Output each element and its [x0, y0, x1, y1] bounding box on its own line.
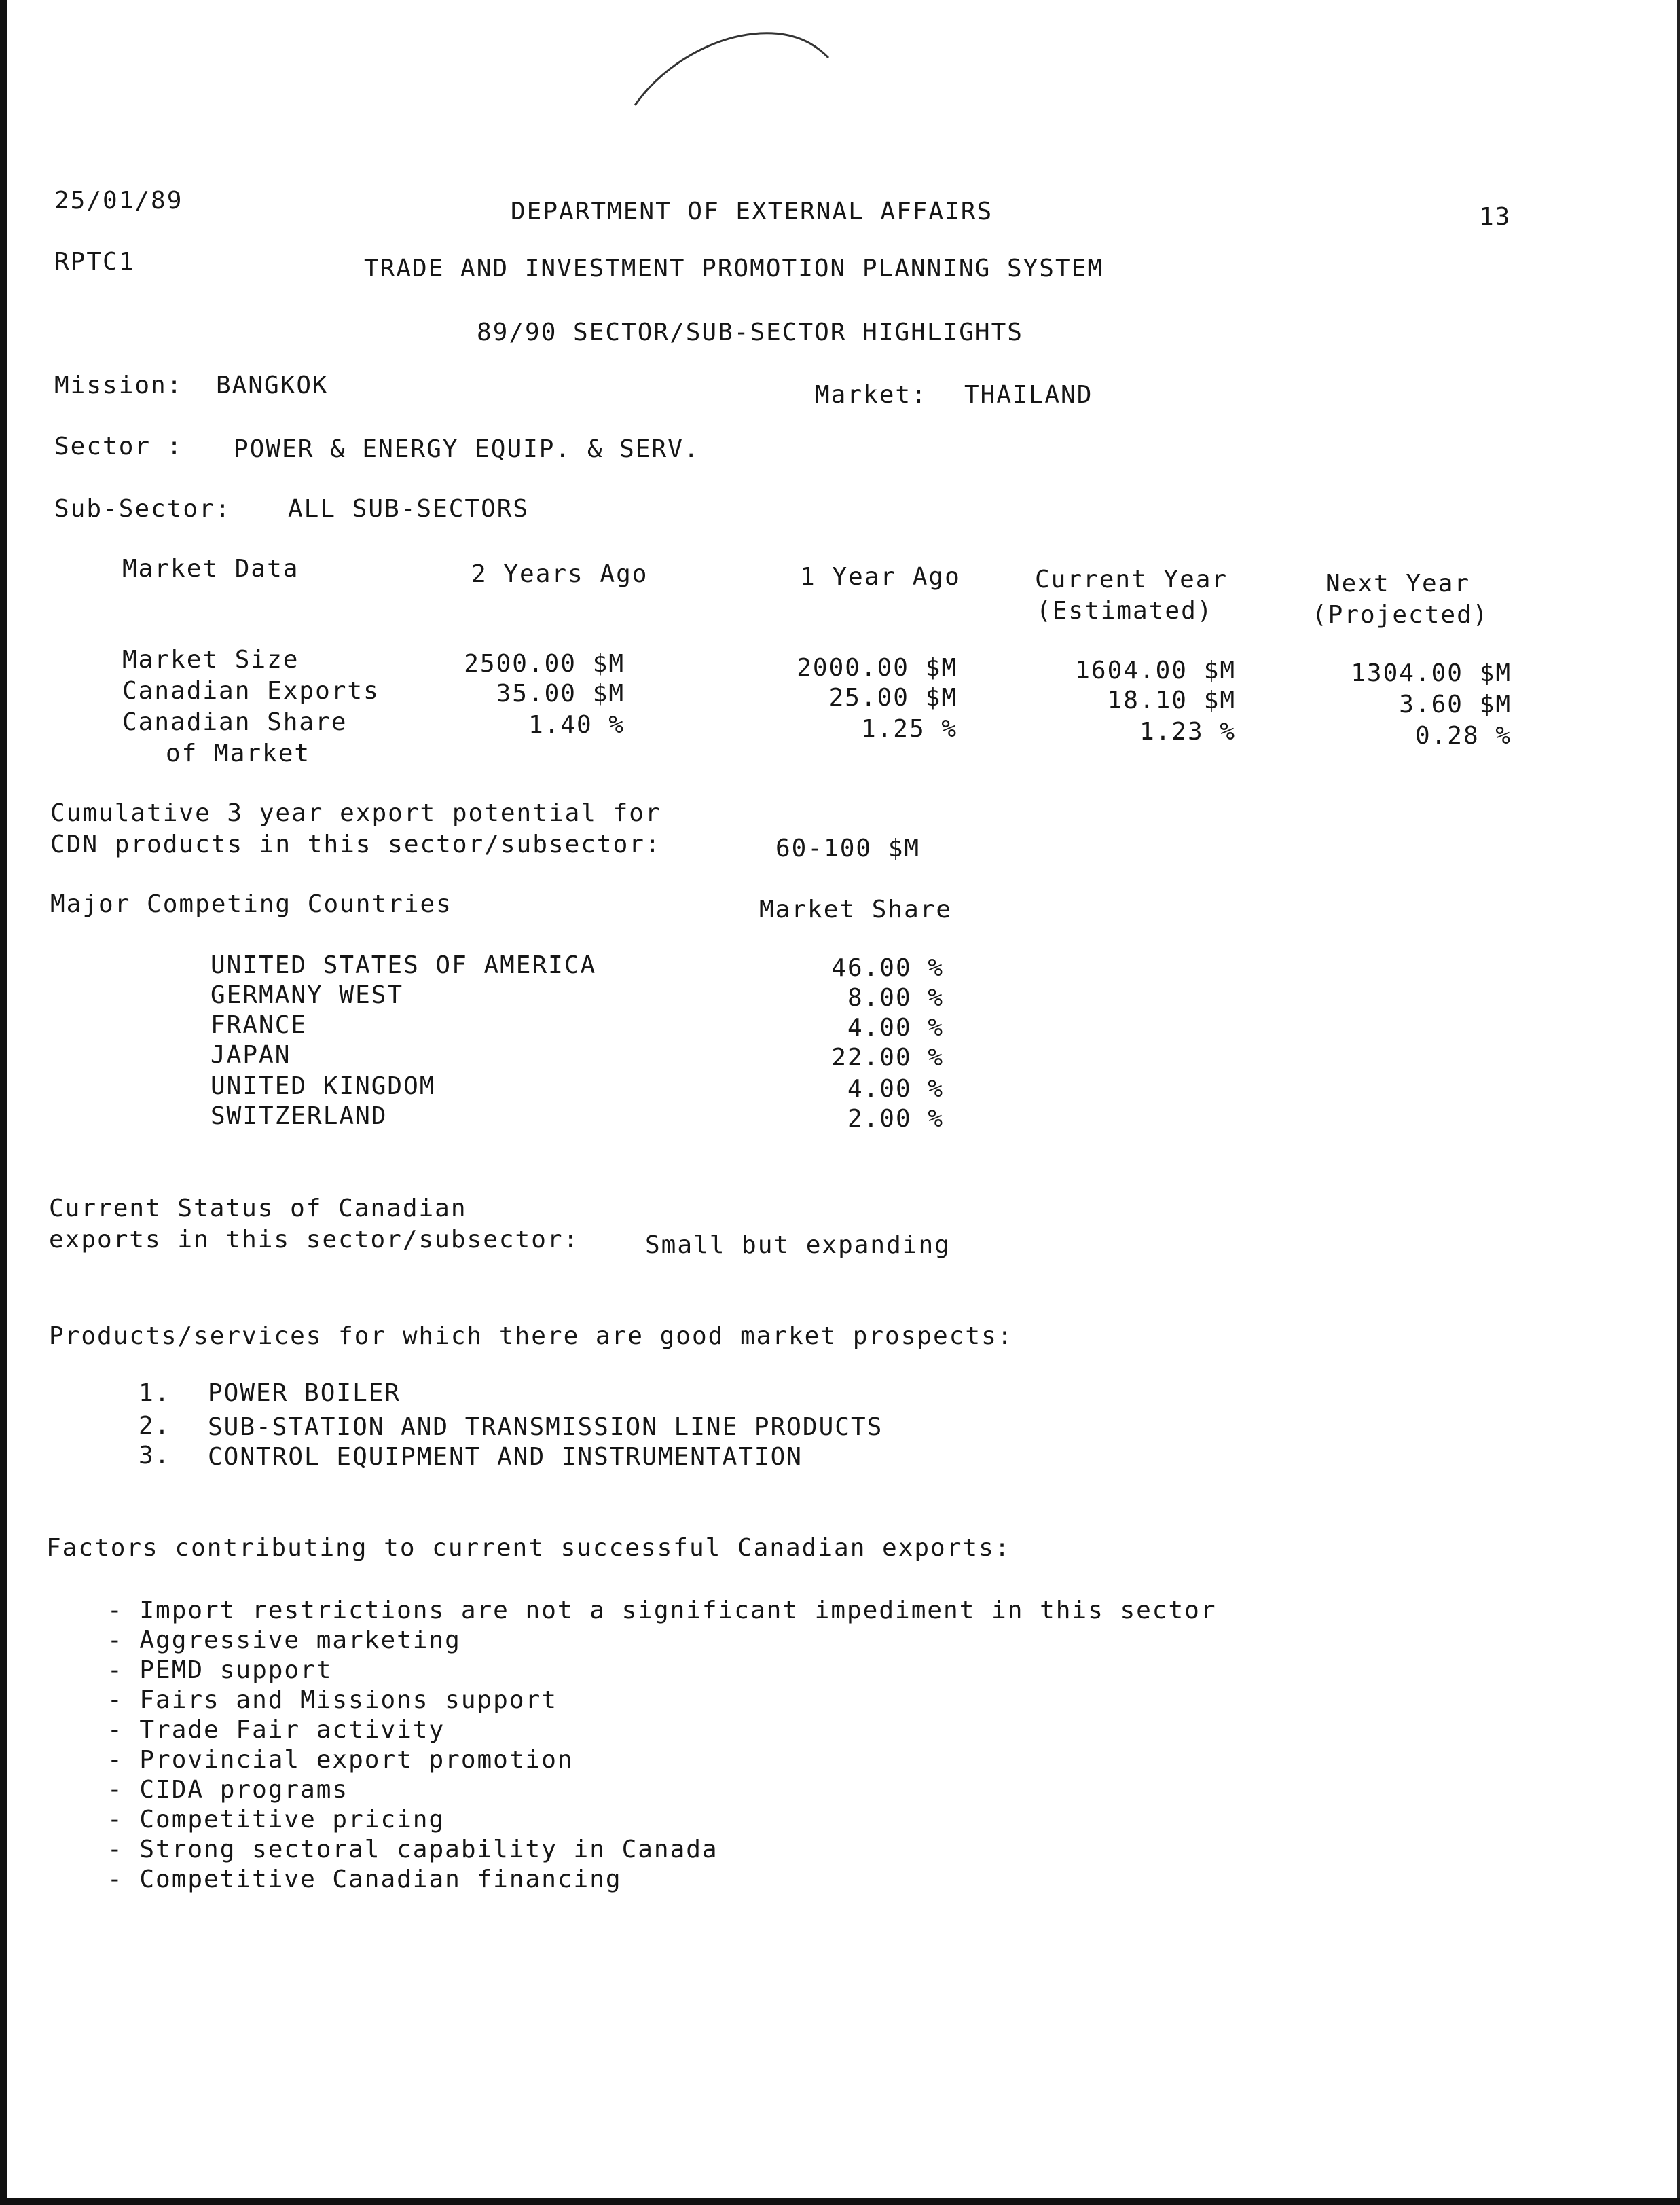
- scan-border-bottom: [0, 2198, 1680, 2205]
- competitor-country: SWITZERLAND: [211, 1102, 388, 1130]
- report-subtitle: 89/90 SECTOR/SUB-SECTOR HIGHLIGHTS: [477, 318, 1023, 346]
- product-text: POWER BOILER: [208, 1379, 401, 1407]
- market-label: Market:: [815, 381, 928, 409]
- pen-mark: [625, 20, 842, 115]
- cell-market-size-next: 1304.00 $M: [1351, 659, 1512, 687]
- cell-share-1y: 1.25 %: [860, 715, 957, 743]
- subsector-value: ALL SUB-SECTORS: [288, 495, 530, 523]
- product-number: 3.: [139, 1442, 171, 1470]
- potential-value: 60-100 $M: [775, 835, 921, 862]
- col-next-year-projected: (Projected): [1312, 601, 1489, 629]
- factor-item: - Competitive pricing: [107, 1806, 445, 1834]
- factor-item: - Aggressive marketing: [107, 1626, 461, 1654]
- col-next-year: Next Year: [1326, 570, 1471, 598]
- cell-exports-current: 18.10 $M: [1107, 687, 1236, 714]
- competitor-share: 2.00 %: [847, 1105, 944, 1133]
- product-number: 2.: [139, 1412, 171, 1440]
- factor-item: - Fairs and Missions support: [107, 1686, 558, 1714]
- factor-item: - Provincial export promotion: [107, 1746, 574, 1774]
- scan-border-right: [1677, 0, 1680, 2205]
- competitor-share: 4.00 %: [847, 1075, 944, 1103]
- report-date: 25/01/89: [54, 187, 183, 215]
- factor-item: - Trade Fair activity: [107, 1716, 445, 1744]
- scan-border-left: [0, 0, 7, 2205]
- col-1-year-ago: 1 Year Ago: [800, 563, 961, 591]
- sector-value: POWER & ENERGY EQUIP. & SERV.: [234, 435, 700, 463]
- mission-label: Mission:: [54, 371, 183, 399]
- competitor-share: 8.00 %: [847, 984, 944, 1012]
- row-label-of-market: of Market: [166, 740, 311, 767]
- mission-value: BANGKOK: [216, 371, 329, 399]
- col-market-data: Market Data: [122, 555, 299, 583]
- cell-market-size-1y: 2000.00 $M: [797, 654, 957, 682]
- cell-share-next: 0.28 %: [1414, 722, 1512, 750]
- cell-share-2y: 1.40 %: [528, 711, 625, 739]
- competitor-share: 46.00 %: [831, 954, 944, 982]
- factor-item: - Competitive Canadian financing: [107, 1865, 622, 1893]
- products-heading: Products/services for which there are good market prospects:: [49, 1322, 1014, 1350]
- cell-exports-2y: 35.00 $M: [496, 680, 625, 708]
- cell-market-size-current: 1604.00 $M: [1075, 657, 1236, 685]
- col-2-years-ago: 2 Years Ago: [471, 560, 649, 588]
- product-number: 1.: [139, 1379, 171, 1407]
- row-label-canadian-share: Canadian Share: [122, 708, 348, 736]
- competitor-share: 4.00 %: [847, 1014, 944, 1042]
- sector-label: Sector :: [54, 433, 183, 460]
- market-value: THAILAND: [964, 381, 1093, 409]
- col-current-year-estimated: (Estimated): [1036, 597, 1213, 625]
- row-label-market-size: Market Size: [122, 646, 299, 674]
- cell-share-current: 1.23 %: [1139, 718, 1236, 746]
- product-text: CONTROL EQUIPMENT AND INSTRUMENTATION: [208, 1443, 803, 1471]
- cell-exports-next: 3.60 $M: [1399, 691, 1512, 718]
- competitor-country: JAPAN: [211, 1041, 291, 1069]
- competitor-country: UNITED STATES OF AMERICA: [211, 951, 597, 979]
- competitor-country: FRANCE: [211, 1011, 308, 1039]
- factors-heading: Factors contributing to current successful Canadian exports:: [46, 1534, 1011, 1562]
- factor-item: - PEMD support: [107, 1656, 333, 1684]
- status-value: Small but expanding: [645, 1231, 951, 1259]
- cell-exports-1y: 25.00 $M: [828, 684, 957, 712]
- factor-item: - Import restrictions are not a significant impediment in this sector: [107, 1597, 1217, 1624]
- row-label-canadian-exports: Canadian Exports: [122, 677, 380, 705]
- status-line-2: exports in this sector/subsector:: [49, 1226, 580, 1254]
- potential-line-2: CDN products in this sector/subsector:: [50, 831, 661, 858]
- subsector-label: Sub-Sector:: [54, 495, 232, 523]
- product-text: SUB-STATION AND TRANSMISSION LINE PRODUCTS: [208, 1413, 883, 1441]
- competitors-heading: Major Competing Countries: [50, 890, 452, 918]
- status-line-1: Current Status of Canadian: [49, 1195, 467, 1222]
- department-title: DEPARTMENT OF EXTERNAL AFFAIRS: [511, 198, 993, 225]
- col-current-year: Current Year: [1035, 566, 1228, 594]
- cell-market-size-2y: 2500.00 $M: [464, 650, 625, 678]
- market-share-heading: Market Share: [759, 896, 953, 924]
- competitor-share: 22.00 %: [831, 1044, 944, 1072]
- factor-item: - CIDA programs: [107, 1776, 349, 1804]
- system-title: TRADE AND INVESTMENT PROMOTION PLANNING SYSTEM: [364, 255, 1103, 283]
- competitor-country: GERMANY WEST: [211, 981, 404, 1009]
- competitor-country: UNITED KINGDOM: [211, 1072, 436, 1100]
- page-number: 13: [1479, 203, 1512, 231]
- potential-line-1: Cumulative 3 year export potential for: [50, 799, 661, 827]
- report-code: RPTC1: [54, 248, 135, 276]
- factor-item: - Strong sectoral capability in Canada: [107, 1836, 718, 1863]
